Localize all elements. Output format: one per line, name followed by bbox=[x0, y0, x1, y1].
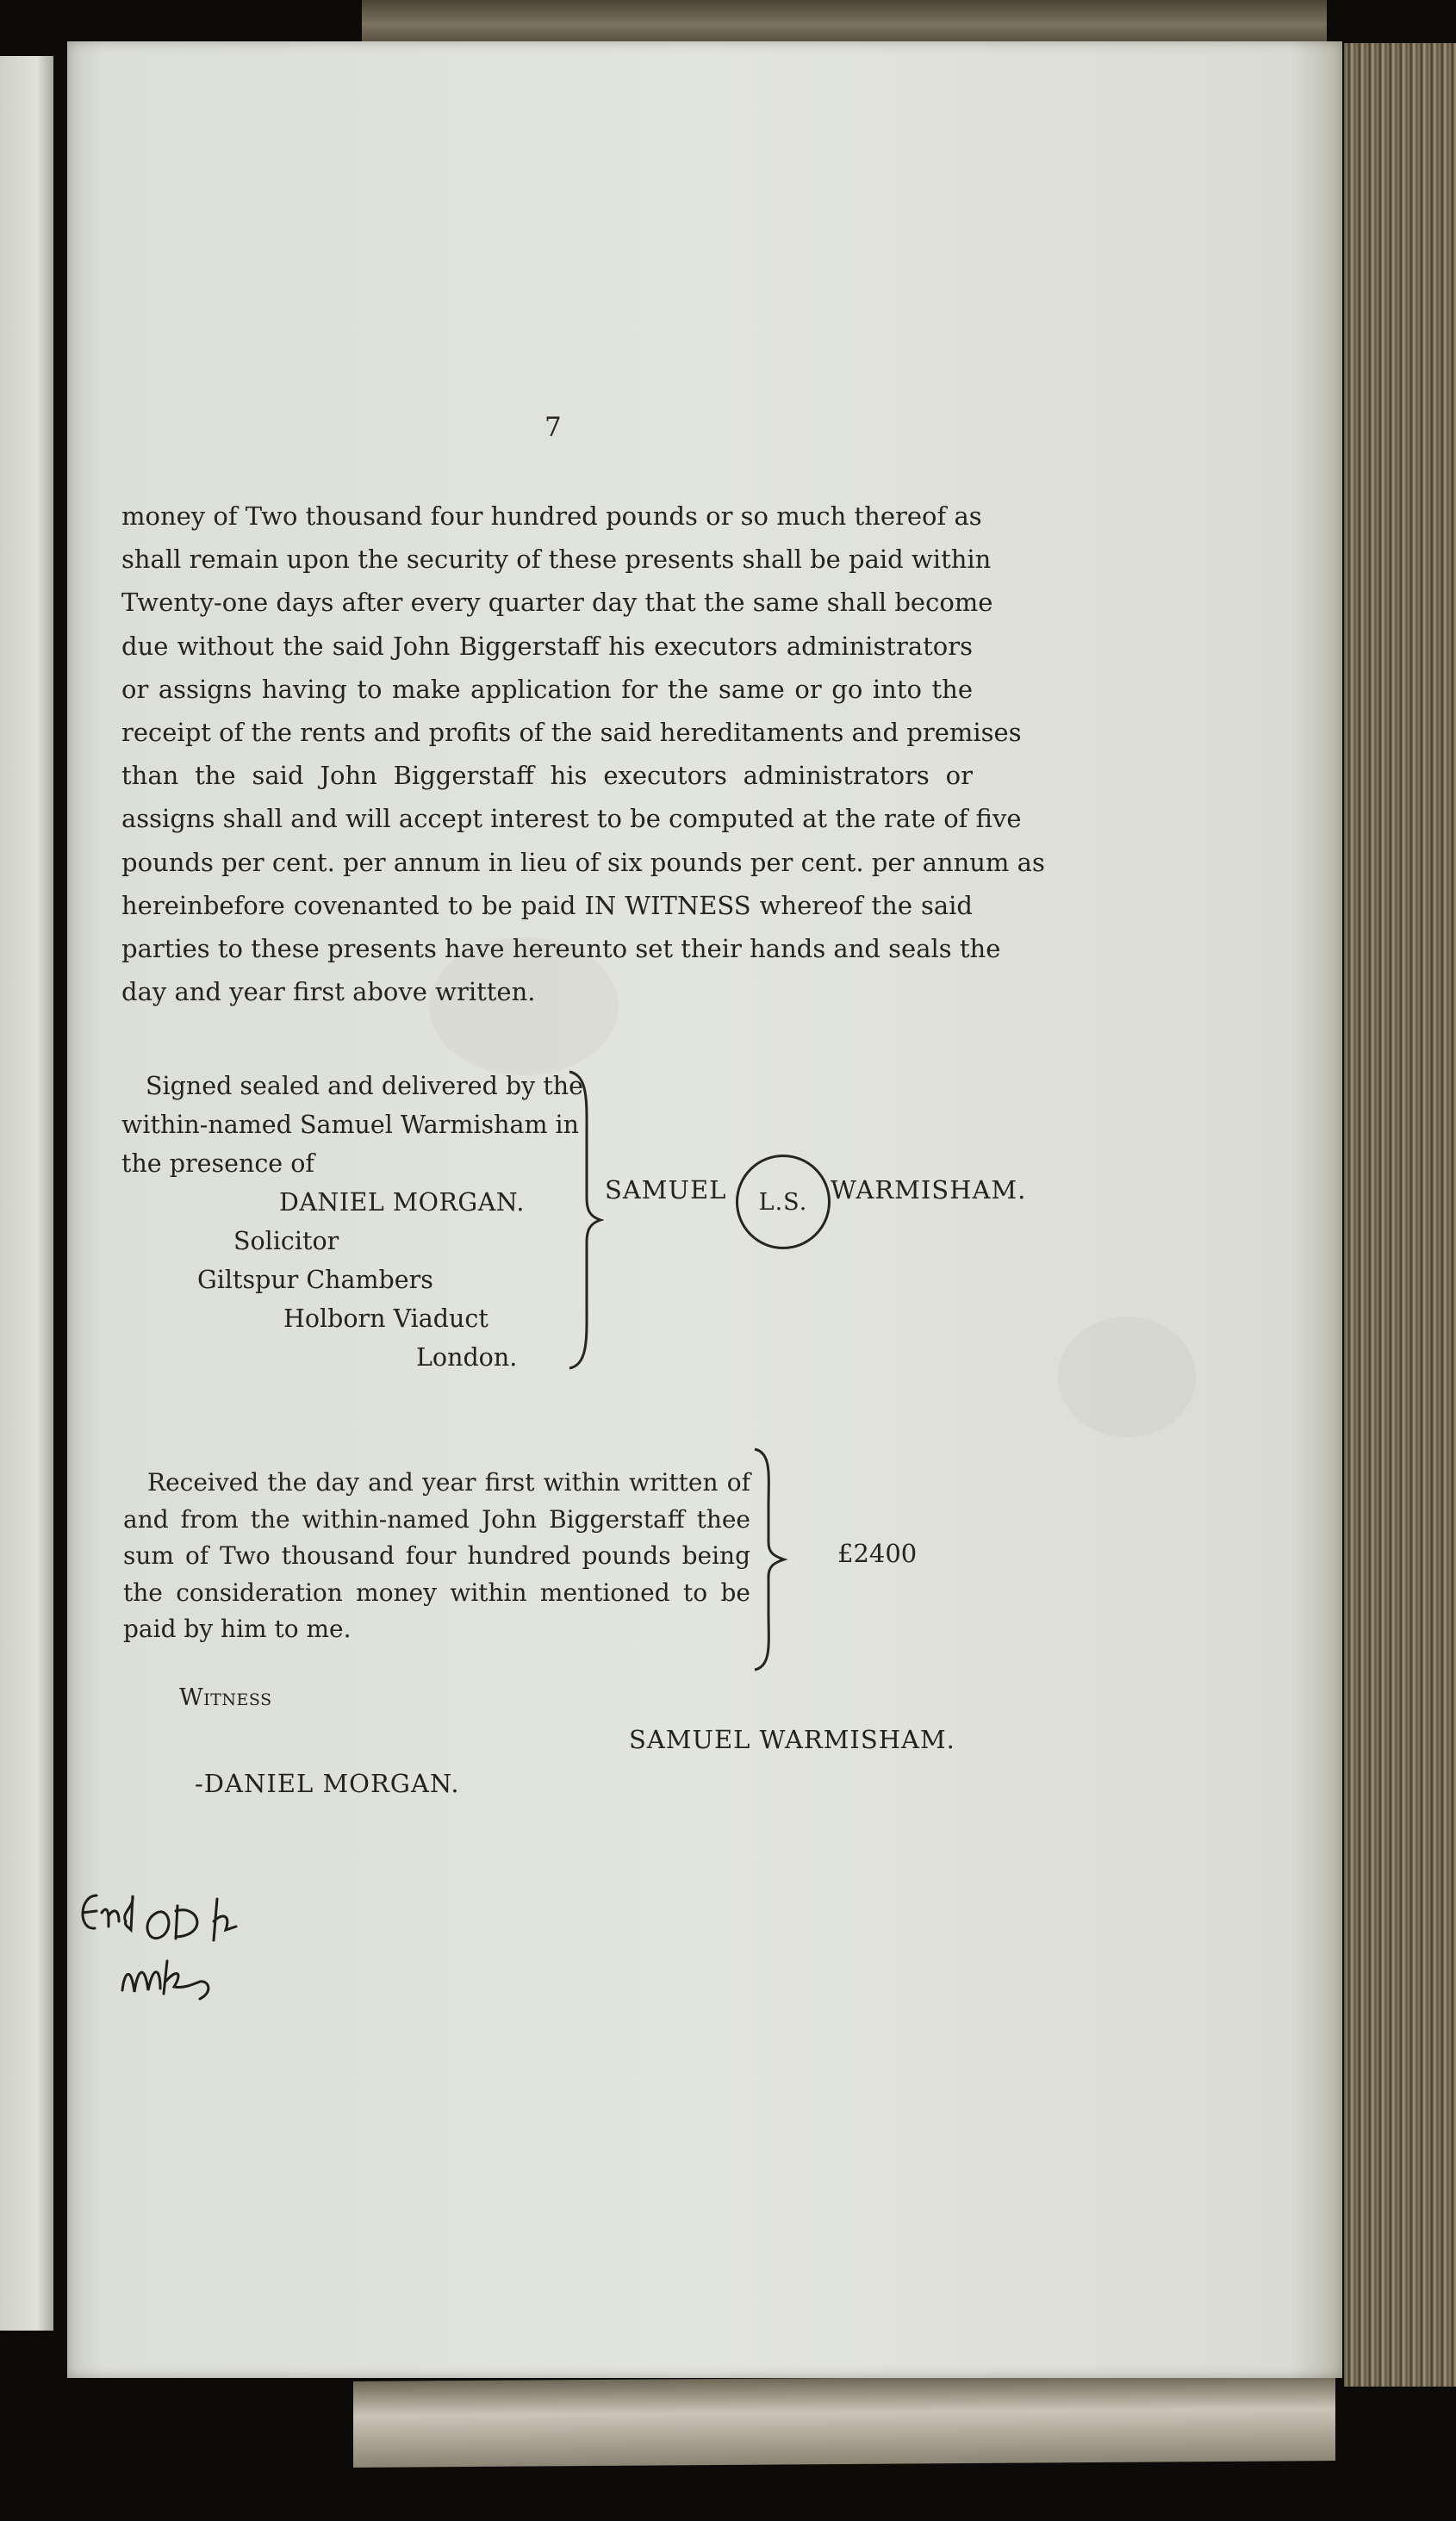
receipt-clause bbox=[123, 1465, 750, 1648]
text-line: than the said John Biggerstaff his executors administrators or bbox=[121, 761, 973, 791]
text-line: day and year first above written. bbox=[121, 977, 536, 1007]
book-page-edges bbox=[1344, 43, 1456, 2387]
handwritten-annotation bbox=[71, 1878, 295, 2076]
deed-body-paragraph bbox=[121, 495, 1045, 1013]
text-line: parties to these presents have hereunto set their hands and seals the bbox=[121, 934, 1001, 964]
witness-address-line: Giltspur Chambers bbox=[197, 1266, 433, 1294]
receipt-signatory: SAMUEL WARMISHAM. bbox=[629, 1725, 955, 1754]
attestation-clause bbox=[121, 1067, 587, 1377]
witness-address-line: Holborn Viaduct bbox=[283, 1304, 488, 1333]
receipt-line: sum of Two thousand four hundred pounds being bbox=[123, 1541, 750, 1570]
signatory-surname: WARMISHAM. bbox=[831, 1175, 1027, 1204]
witness-title: Solicitor bbox=[233, 1227, 339, 1255]
receipt-line: and from the within-named John Biggerstaff thee bbox=[123, 1504, 750, 1534]
receipt-line: the consideration money within mentioned to be bbox=[123, 1578, 750, 1607]
book-spine-top bbox=[362, 0, 1327, 41]
text-line: money of Two thousand four hundred pounds or so much thereof as bbox=[121, 501, 982, 531]
text-line: assigns shall and will accept interest to be computed at the rate of five bbox=[121, 804, 1022, 834]
text-line: Twenty-one days after every quarter day that the same shall become bbox=[121, 588, 993, 618]
receipt-amount: £2400 bbox=[837, 1539, 918, 1568]
signatory-first-name: SAMUEL bbox=[605, 1175, 727, 1204]
attestation-line: Signed sealed and delivered by the bbox=[146, 1072, 584, 1100]
seal-circle bbox=[736, 1155, 831, 1249]
attestation-line: within-named Samuel Warmisham in bbox=[121, 1111, 579, 1139]
page-number: 7 bbox=[544, 412, 562, 443]
text-line: hereinbefore covenanted to be paid IN WITNESS whereof the said bbox=[121, 890, 973, 920]
receipt-line: Received the day and year first within written of bbox=[147, 1468, 750, 1497]
witness-label: Witness bbox=[179, 1684, 272, 1711]
text-line: due without the said John Biggerstaff his executors administrators bbox=[121, 631, 973, 661]
book-bottom-edge bbox=[353, 2375, 1335, 2468]
attestation-line: the presence of bbox=[121, 1149, 314, 1178]
text-line: pounds per cent. per annum in lieu of six pounds per cent. per annum as bbox=[121, 847, 1045, 877]
receipt-line: paid by him to me. bbox=[123, 1615, 352, 1643]
seal-text: L.S. bbox=[758, 1188, 808, 1216]
text-line: shall remain upon the security of these presents shall be paid within bbox=[121, 545, 992, 575]
witness-address-line: London. bbox=[416, 1343, 518, 1372]
right-brace-icon bbox=[564, 1068, 604, 1372]
text-line: or assigns having to make application for the same or go into the bbox=[121, 674, 973, 704]
facing-page-edge bbox=[0, 56, 53, 2331]
signature-with-seal bbox=[605, 1153, 1053, 1248]
text-line: receipt of the rents and profits of the said hereditaments and premises bbox=[121, 718, 1022, 748]
receipt-witness: -DANIEL MORGAN. bbox=[195, 1769, 460, 1798]
witness-name: DANIEL MORGAN. bbox=[279, 1188, 525, 1217]
right-brace-icon bbox=[750, 1446, 789, 1673]
